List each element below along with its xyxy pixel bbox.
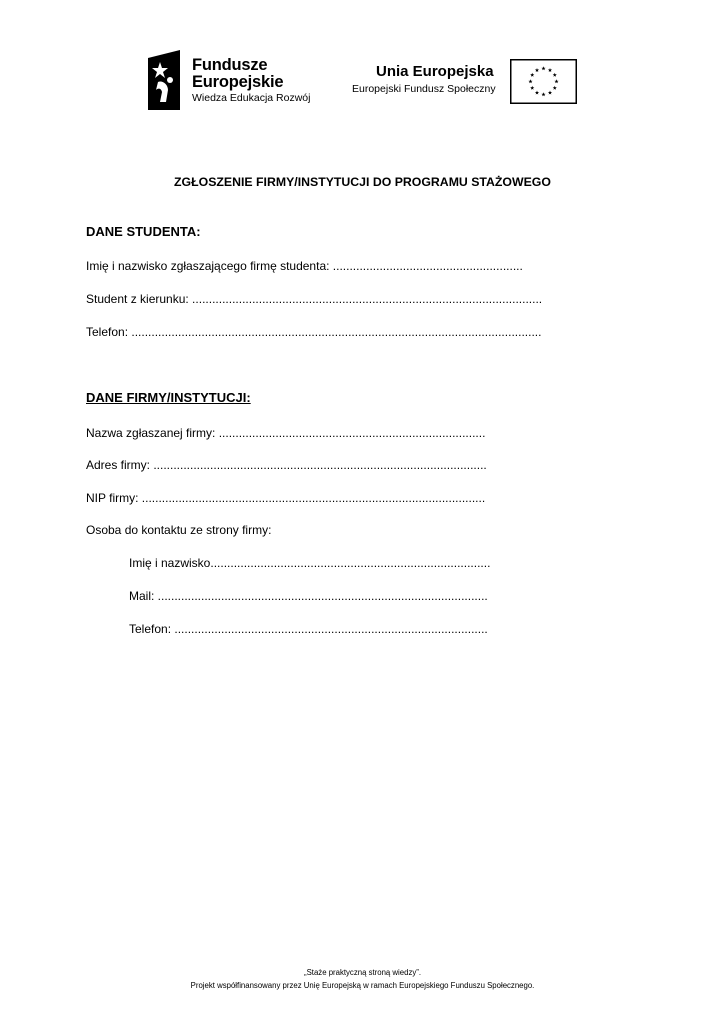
student-major-field[interactable]: Student z kierunku: .........................................................................................................: [86, 292, 543, 306]
company-address-field[interactable]: Adres firmy: ....................................................................................................: [86, 458, 487, 472]
ue-subtitle: Europejski Fundusz Społeczny: [352, 83, 496, 95]
contact-name-field[interactable]: Imię i nazwisko....................................................................................: [129, 556, 491, 570]
company-name-field[interactable]: Nazwa zgłaszanej firmy: ................................................................................: [86, 426, 486, 440]
student-name-field[interactable]: Imię i nazwisko zgłaszającego firmę studenta: .........................................................: [86, 259, 523, 273]
contact-mail-field[interactable]: Mail: ...................................................................................................: [129, 589, 488, 603]
student-phone-field[interactable]: Telefon: ...........................................................................................................................: [86, 325, 542, 339]
student-section-heading: DANE STUDENTA:: [86, 224, 201, 239]
company-nip-field[interactable]: NIP firmy: .......................................................................................................: [86, 491, 486, 505]
footer-slogan: „Staże praktyczną stroną wiedzy”.: [304, 968, 421, 977]
footer-cofinancing-note: Projekt współfinansowany przez Unię Europejską w ramach Europejskiego Funduszu Społecznego.: [190, 981, 535, 990]
contact-phone-field[interactable]: Telefon: ..............................................................................................: [129, 622, 488, 636]
fe-logo-line1: Fundusze: [192, 56, 268, 74]
contact-heading: Osoba do kontaktu ze strony firmy:: [86, 523, 272, 537]
eu-flag-icon: [510, 59, 577, 104]
fundusze-europejskie-logo-icon: [148, 50, 180, 110]
fe-logo-tagline: Wiedza Edukacja Rozwój: [192, 92, 311, 104]
company-section-heading: DANE FIRMY/INSTYTUCJI:: [86, 390, 251, 405]
form-title: ZGŁOSZENIE FIRMY/INSTYTUCJI DO PROGRAMU STAŻOWEGO: [174, 175, 551, 189]
ue-title: Unia Europejska: [376, 63, 494, 80]
fe-logo-line2: Europejskie: [192, 73, 284, 91]
